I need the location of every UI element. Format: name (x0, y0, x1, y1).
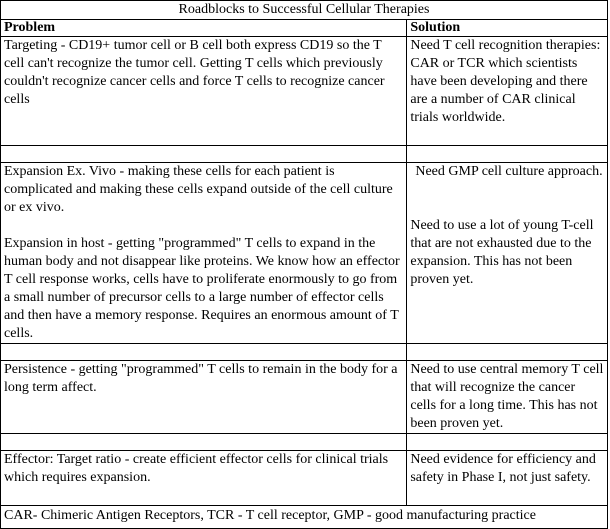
paragraph-gap (410, 181, 604, 217)
problem-cell: Persistence - getting "programmed" T cells to remain in the body for a long term affect. (1, 361, 407, 434)
spacer-row (1, 434, 608, 451)
spacer-row (1, 344, 608, 361)
problem-cell: Targeting - CD19+ tumor cell or B cell both express CD19 so the T cell can't recognize the tumor cell. Getting T cells which previously couldn't recognize cancer cells and force T cells to recognize cancer cells (1, 37, 407, 146)
expansion-in-host-text: Expansion in host - getting "programmed" T cells to expand in the human body and not disappear like proteins. We know how an effector T cell response works, cells have to proliferate enormously to go from a small number of precursor cells to a large number of effector cells and then have a memory response. Requires an enormous amount of T cells. (4, 236, 400, 341)
solution-cell (407, 163, 608, 344)
problem-cell (1, 163, 407, 344)
young-t-cell-solution-text: Need to use a lot of young T-cell that are not exhausted due to the expansion. This has not been proven yet. (410, 218, 594, 287)
table-row-expansion (1, 163, 608, 344)
solution-cell: Need T cell recognition therapies: CAR or TCR which scientists have been developing and there are a number of CAR clinical trials worldwide. (407, 37, 608, 146)
solution-cell: Need to use central memory T cell that will recognize the cancer cells for a long time. This has not been proven yet. (407, 361, 608, 434)
solution-header: Solution (407, 20, 608, 37)
table-row-targeting (1, 37, 608, 146)
abbreviations-footer: CAR- Chimeric Antigen Receptors, TCR - T cell receptor, GMP - good manufacturing practice (1, 506, 608, 529)
paragraph-gap (4, 217, 403, 235)
table-row-effector (1, 451, 608, 506)
title-row (1, 1, 608, 20)
header-row (1, 20, 608, 37)
footer-row (1, 506, 608, 529)
expansion-ex-vivo-text: Expansion Ex. Vivo - making these cells for each patient is complicated and making these cells expand outside of the cell culture or ex vivo. (4, 164, 393, 215)
table-title: Roadblocks to Successful Cellular Therapies (1, 1, 608, 20)
spacer-row (1, 146, 608, 163)
table-row-persistence (1, 361, 608, 434)
solution-cell: Need evidence for efficiency and safety in Phase I, not just safety. (407, 451, 608, 506)
problem-header: Problem (1, 20, 407, 37)
problem-cell: Effector: Target ratio - create efficient effector cells for clinical trials which requires expansion. (1, 451, 407, 506)
gmp-solution-text: Need GMP cell culture approach. (415, 164, 603, 179)
